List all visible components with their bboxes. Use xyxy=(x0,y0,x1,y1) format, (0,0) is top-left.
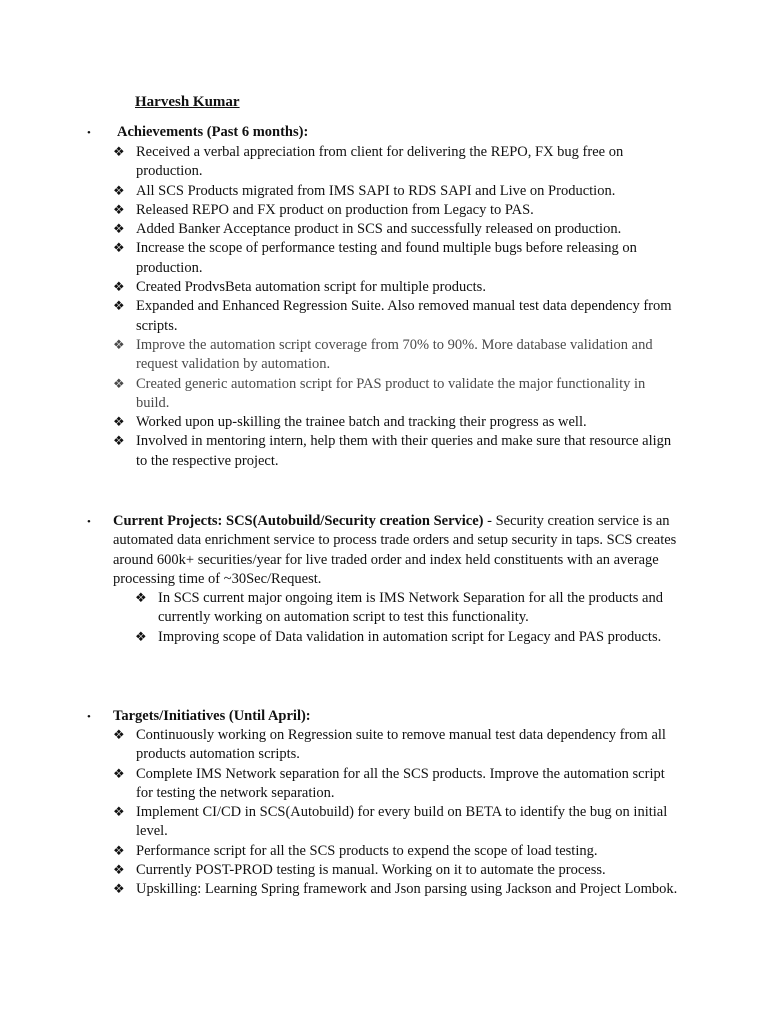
diamond-bullet-icon: ❖ xyxy=(113,843,125,859)
current-projects-list xyxy=(135,589,665,647)
list-item xyxy=(113,842,678,861)
list-item-text: In SCS current major ongoing item is IMS Network Separation for all the products and currently working on automation script to test this functionality. xyxy=(158,590,663,626)
diamond-bullet-icon: ❖ xyxy=(135,591,147,606)
list-item xyxy=(135,589,665,628)
list-item-text: Involved in mentoring intern, help them with their queries and make sure that resource align to the respective project. xyxy=(136,433,672,469)
section-bullet: • xyxy=(87,127,91,139)
list-item xyxy=(113,182,678,201)
list-item-text: Expanded and Enhanced Regression Suite. Also removed manual test data dependency from scripts. xyxy=(136,298,672,334)
list-item-text: Created ProdvsBeta automation script for multiple products. xyxy=(136,279,486,296)
list-item-text: Improve the automation script coverage from 70% to 90%. More database validation and request validation by automation. xyxy=(136,336,653,373)
list-item-text: Added Banker Acceptance product in SCS and successfully released on production. xyxy=(136,221,622,238)
current-projects-description: - Security creation service is an automated data enrichment service to process trade orders and setup security in taps. SCS creates around 600k+ securities/year for live traded order and index held constituents with an average processing time of ~30Sec/Request. xyxy=(113,513,677,587)
achievements-heading-text: Achievements (Past 6 months): xyxy=(117,124,309,140)
diamond-bullet-icon: ❖ xyxy=(113,863,125,879)
list-item-text: Performance script for all the SCS products to expend the scope of load testing. xyxy=(136,842,598,859)
list-item xyxy=(113,726,678,765)
list-item xyxy=(113,432,678,471)
list-item-text: Released REPO and FX product on production from Legacy to PAS. xyxy=(136,201,534,218)
targets-heading xyxy=(113,707,678,726)
list-item xyxy=(113,336,678,375)
list-item xyxy=(113,413,678,432)
list-item xyxy=(113,375,678,414)
diamond-bullet-icon: ❖ xyxy=(113,728,125,743)
list-item-text: Currently POST-PROD testing is manual. Working on it to automate the process. xyxy=(136,862,606,879)
author-name: Harvesh Kumar xyxy=(135,94,240,110)
current-projects-title: Current Projects: SCS(Autobuild/Security creation Service) xyxy=(113,513,484,529)
diamond-bullet-icon: ❖ xyxy=(113,145,125,160)
diamond-bullet-icon: ❖ xyxy=(113,882,125,898)
list-item-text: Created generic automation script for PAS product to validate the major functionality in build. xyxy=(136,375,646,411)
list-item-text: Increase the scope of performance testing and found multiple bugs before releasing on production. xyxy=(136,240,637,276)
list-item-text: Implement CI/CD in SCS(Autobuild) for every build on BETA to identify the bug on initial level. xyxy=(136,804,668,840)
list-item-text: All SCS Products migrated from IMS SAPI to RDS SAPI and Live on Production. xyxy=(136,182,616,199)
targets-list xyxy=(113,726,678,900)
diamond-bullet-icon: ❖ xyxy=(135,629,147,645)
list-item-text: Improving scope of Data validation in automation script for Legacy and PAS products. xyxy=(158,628,662,645)
list-item xyxy=(135,628,665,647)
list-item-text: Upskilling: Learning Spring framework and Json parsing using Jackson and Project Lombok. xyxy=(136,881,678,898)
diamond-bullet-icon: ❖ xyxy=(113,805,125,821)
list-item xyxy=(113,880,678,899)
diamond-bullet-icon: ❖ xyxy=(113,376,125,392)
diamond-bullet-icon: ❖ xyxy=(113,280,125,296)
list-item xyxy=(113,220,678,239)
list-item xyxy=(113,239,678,278)
diamond-bullet-icon: ❖ xyxy=(113,241,125,257)
section-bullet: • xyxy=(87,516,91,528)
list-item-text: Worked upon up-skilling the trainee batch and tracking their progress as well. xyxy=(136,414,587,431)
diamond-bullet-icon: ❖ xyxy=(113,434,125,450)
list-item xyxy=(113,803,678,842)
list-item xyxy=(113,765,678,804)
diamond-bullet-icon: ❖ xyxy=(113,415,125,431)
diamond-bullet-icon: ❖ xyxy=(113,202,125,218)
diamond-bullet-icon: ❖ xyxy=(113,766,125,782)
list-item xyxy=(113,861,678,880)
diamond-bullet-icon: ❖ xyxy=(113,222,125,238)
list-item xyxy=(113,278,678,297)
achievements-heading xyxy=(117,123,682,142)
section-bullet: • xyxy=(87,711,91,723)
achievements-list xyxy=(113,143,678,471)
current-projects-heading xyxy=(113,512,678,589)
list-item xyxy=(113,201,678,220)
diamond-bullet-icon: ❖ xyxy=(113,337,125,353)
list-item-text: Received a verbal appreciation from client for delivering the REPO, FX bug free on production. xyxy=(136,144,624,180)
list-item xyxy=(113,143,678,182)
diamond-bullet-icon: ❖ xyxy=(113,299,125,315)
list-item-text: Continuously working on Regression suite to remove manual test data dependency from all products automation scripts. xyxy=(136,727,666,763)
targets-heading-text: Targets/Initiatives (Until April): xyxy=(113,708,311,724)
list-item xyxy=(113,297,678,336)
list-item-text: Complete IMS Network separation for all the SCS products. Improve the automation script for testing the network separation. xyxy=(136,765,665,801)
diamond-bullet-icon: ❖ xyxy=(113,183,125,199)
